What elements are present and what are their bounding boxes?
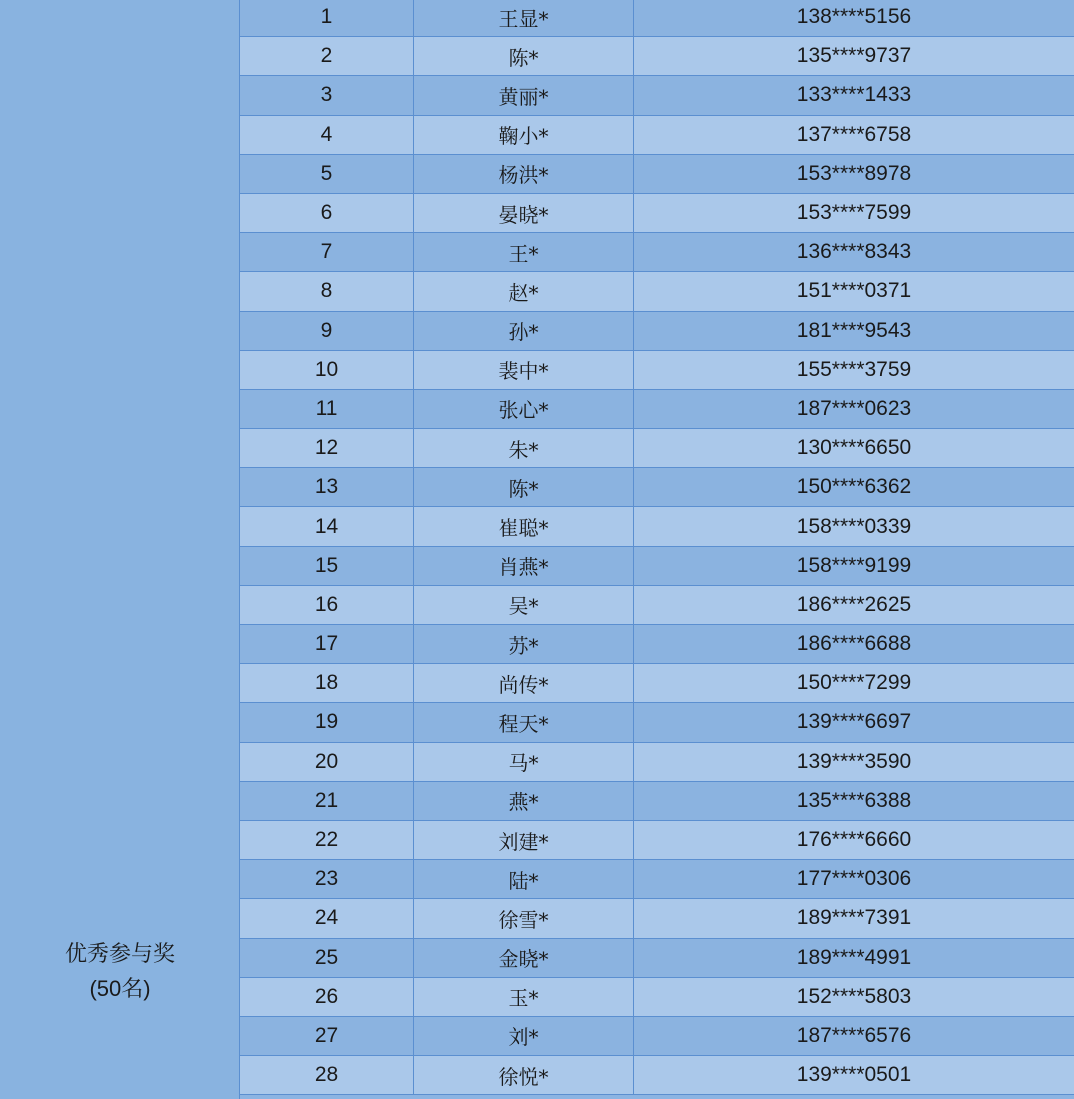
row-number: 6 — [240, 194, 414, 232]
winner-name: 玉* — [414, 978, 634, 1016]
winner-phone: 155****3759 — [796, 357, 912, 381]
table-row — [240, 507, 1074, 546]
winner-phone: 150****6362 — [796, 475, 912, 499]
winner-name: 鞠小* — [414, 116, 634, 154]
winner-phone: 150****7299 — [796, 671, 912, 695]
table-row — [240, 860, 1074, 899]
winner-name: 肖燕* — [414, 547, 634, 585]
row-number: 21 — [240, 782, 414, 820]
winner-name: 尚传* — [414, 664, 634, 702]
winner-phone: 187****0623 — [796, 396, 912, 420]
table-row — [240, 312, 1074, 351]
table-row — [240, 703, 1074, 742]
row-number: 13 — [240, 468, 414, 506]
row-number: 20 — [240, 743, 414, 781]
row-number: 8 — [240, 272, 414, 310]
table-row — [240, 116, 1074, 155]
row-number: 18 — [240, 664, 414, 702]
row-number: 2 — [240, 37, 414, 75]
winner-phone: 158****0339 — [796, 514, 912, 538]
row-number: 27 — [240, 1017, 414, 1055]
row-number: 7 — [240, 233, 414, 271]
winner-phone: 138****5156 — [796, 5, 912, 29]
row-number: 22 — [240, 821, 414, 859]
table-row — [240, 0, 1074, 37]
table-row — [240, 821, 1074, 860]
winner-name: 马* — [414, 743, 634, 781]
winner-phone: 189****4991 — [796, 945, 912, 969]
table-row — [240, 625, 1074, 664]
winner-name: 燕* — [414, 782, 634, 820]
table-row — [240, 743, 1074, 782]
winner-phone: 176****6660 — [796, 828, 912, 852]
winner-name: 程天* — [414, 703, 634, 741]
row-number: 5 — [240, 155, 414, 193]
row-number: 11 — [240, 390, 414, 428]
winner-name: 崔聪* — [414, 507, 634, 545]
row-number: 19 — [240, 703, 414, 741]
table-row — [240, 76, 1074, 115]
table-row — [240, 586, 1074, 625]
winner-name: 陈* — [414, 37, 634, 75]
winner-name: 黄丽* — [414, 76, 634, 114]
table-row — [240, 155, 1074, 194]
table-row — [240, 429, 1074, 468]
winner-phone: 158****9199 — [796, 553, 912, 577]
winner-phone: 139****6697 — [796, 710, 912, 734]
row-number: 1 — [240, 0, 414, 36]
winner-name: 张心* — [414, 390, 634, 428]
table-row — [240, 194, 1074, 233]
table-row — [240, 1056, 1074, 1095]
winner-name: 朱* — [414, 429, 634, 467]
row-number: 24 — [240, 899, 414, 937]
winner-name: 金晓* — [414, 939, 634, 977]
row-number: 15 — [240, 547, 414, 585]
row-number: 3 — [240, 76, 414, 114]
winner-phone: 136****8343 — [796, 240, 912, 264]
row-number: 14 — [240, 507, 414, 545]
winners-table — [240, 0, 1074, 1095]
winner-name: 晏晓* — [414, 194, 634, 232]
row-number: 12 — [240, 429, 414, 467]
table-row — [240, 233, 1074, 272]
table-row — [240, 939, 1074, 978]
winner-phone: 130****6650 — [796, 436, 912, 460]
row-number: 28 — [240, 1056, 414, 1094]
winner-phone: 153****7599 — [796, 201, 912, 225]
winner-phone: 177****0306 — [796, 867, 912, 891]
table-row — [240, 664, 1074, 703]
table-row — [240, 272, 1074, 311]
table-row — [240, 468, 1074, 507]
row-number: 10 — [240, 351, 414, 389]
table-row — [240, 37, 1074, 76]
row-number: 23 — [240, 860, 414, 898]
winner-phone: 181****9543 — [796, 318, 912, 342]
winner-phone: 152****5803 — [796, 984, 912, 1008]
winner-phone: 135****9737 — [796, 44, 912, 68]
winner-name: 赵* — [414, 272, 634, 310]
winner-name: 刘* — [414, 1017, 634, 1055]
table-row — [240, 351, 1074, 390]
winner-phone: 189****7391 — [796, 906, 912, 930]
table-row — [240, 782, 1074, 821]
row-number: 4 — [240, 116, 414, 154]
winner-phone: 187****6576 — [796, 1023, 912, 1047]
winner-name: 王显* — [414, 0, 634, 36]
winner-phone: 151****0371 — [796, 279, 912, 303]
row-number: 16 — [240, 586, 414, 624]
row-number: 17 — [240, 625, 414, 663]
row-number: 26 — [240, 978, 414, 1016]
winner-name: 孙* — [414, 312, 634, 350]
table-row — [240, 547, 1074, 586]
winner-phone: 186****2625 — [796, 592, 912, 616]
winner-phone: 139****3590 — [796, 749, 912, 773]
award-label — [0, 938, 240, 1006]
award-category-cell — [0, 0, 240, 1099]
winner-name: 苏* — [414, 625, 634, 663]
winner-phone: 135****6388 — [796, 788, 912, 812]
table-row — [240, 899, 1074, 938]
winner-name: 陆* — [414, 860, 634, 898]
winner-phone: 137****6758 — [796, 122, 912, 146]
winner-phone: 186****6688 — [796, 632, 912, 656]
winner-name: 陈* — [414, 468, 634, 506]
table-row — [240, 390, 1074, 429]
winner-phone: 139****0501 — [796, 1063, 912, 1087]
row-number: 9 — [240, 312, 414, 350]
winner-name: 刘建* — [414, 821, 634, 859]
table-row — [240, 1017, 1074, 1056]
winner-name: 王* — [414, 233, 634, 271]
award-count: (50名) — [89, 976, 151, 1001]
winner-name: 杨洪* — [414, 155, 634, 193]
winner-name: 裴中* — [414, 351, 634, 389]
award-title: 优秀参与奖 — [64, 942, 175, 967]
table-row — [240, 978, 1074, 1017]
row-number: 25 — [240, 939, 414, 977]
winner-name: 吴* — [414, 586, 634, 624]
winner-name: 徐雪* — [414, 899, 634, 937]
winner-name: 徐悦* — [414, 1056, 634, 1094]
winner-phone: 153****8978 — [796, 161, 912, 185]
winner-phone: 133****1433 — [796, 83, 912, 107]
